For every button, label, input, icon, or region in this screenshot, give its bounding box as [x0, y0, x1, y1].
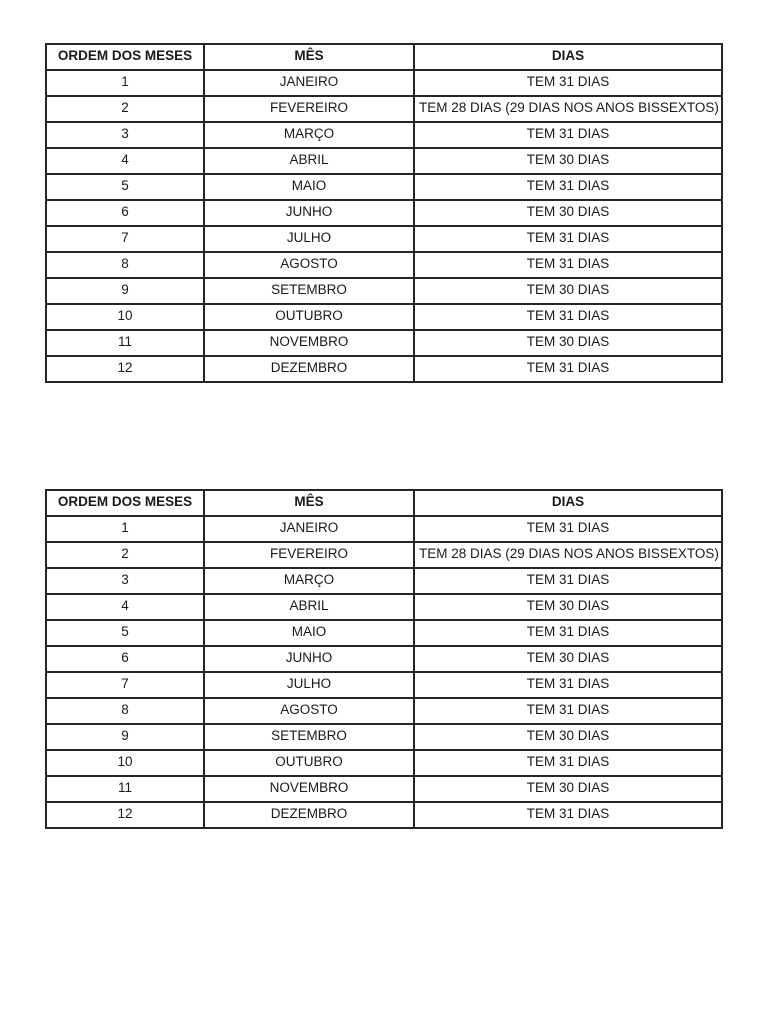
table-cell: TEM 31 DIAS	[414, 252, 722, 278]
table-row	[46, 356, 722, 382]
table-cell: TEM 31 DIAS	[414, 568, 722, 594]
table-row	[46, 252, 722, 278]
table-cell: SETEMBRO	[204, 278, 414, 304]
table-cell: TEM 28 DIAS (29 DIAS NOS ANOS BISSEXTOS)	[414, 96, 722, 122]
column-header: DIAS	[414, 44, 722, 70]
table-cell: 10	[46, 304, 204, 330]
table-cell: 7	[46, 672, 204, 698]
table-cell: 10	[46, 750, 204, 776]
table-row	[46, 278, 722, 304]
table-cell: 9	[46, 278, 204, 304]
table-cell: TEM 30 DIAS	[414, 330, 722, 356]
table-row	[46, 174, 722, 200]
header-row	[46, 44, 722, 70]
table-cell: DEZEMBRO	[204, 356, 414, 382]
table-cell: 3	[46, 122, 204, 148]
table-cell: TEM 30 DIAS	[414, 148, 722, 174]
table-cell: MARÇO	[204, 568, 414, 594]
table-row	[46, 70, 722, 96]
table-row	[46, 568, 722, 594]
table-cell: OUTUBRO	[204, 750, 414, 776]
table-cell: JANEIRO	[204, 70, 414, 96]
table-cell: FEVEREIRO	[204, 542, 414, 568]
months-table-bottom	[45, 489, 723, 829]
table-row	[46, 802, 722, 828]
table-cell: 8	[46, 698, 204, 724]
table-row	[46, 200, 722, 226]
table-cell: 12	[46, 802, 204, 828]
table-cell: TEM 30 DIAS	[414, 200, 722, 226]
table-row	[46, 304, 722, 330]
table-cell: TEM 31 DIAS	[414, 516, 722, 542]
table-cell: 7	[46, 226, 204, 252]
table-row	[46, 542, 722, 568]
table-cell: FEVEREIRO	[204, 96, 414, 122]
header-row	[46, 490, 722, 516]
table-cell: MAIO	[204, 174, 414, 200]
table-cell: 11	[46, 776, 204, 802]
table-cell: TEM 30 DIAS	[414, 776, 722, 802]
table-row	[46, 96, 722, 122]
table-cell: 9	[46, 724, 204, 750]
table-row	[46, 620, 722, 646]
table-cell: 4	[46, 594, 204, 620]
table-cell: ABRIL	[204, 148, 414, 174]
table-cell: 1	[46, 70, 204, 96]
table-cell: 6	[46, 646, 204, 672]
table-cell: TEM 31 DIAS	[414, 672, 722, 698]
table-cell: ABRIL	[204, 594, 414, 620]
table-cell: TEM 31 DIAS	[414, 174, 722, 200]
table-row	[46, 646, 722, 672]
table-row	[46, 594, 722, 620]
table-cell: 5	[46, 620, 204, 646]
table-cell: DEZEMBRO	[204, 802, 414, 828]
table-cell: SETEMBRO	[204, 724, 414, 750]
table-cell: MAIO	[204, 620, 414, 646]
table-row	[46, 750, 722, 776]
table-cell: MARÇO	[204, 122, 414, 148]
table-cell: AGOSTO	[204, 252, 414, 278]
table-cell: TEM 31 DIAS	[414, 802, 722, 828]
table-cell: TEM 30 DIAS	[414, 646, 722, 672]
table-cell: JULHO	[204, 672, 414, 698]
table-cell: 2	[46, 96, 204, 122]
table-cell: 5	[46, 174, 204, 200]
table-cell: JULHO	[204, 226, 414, 252]
table-cell: TEM 31 DIAS	[414, 698, 722, 724]
table-row	[46, 516, 722, 542]
table-cell: 2	[46, 542, 204, 568]
table-cell: TEM 31 DIAS	[414, 122, 722, 148]
table-cell: 3	[46, 568, 204, 594]
table-row	[46, 672, 722, 698]
table-cell: NOVEMBRO	[204, 330, 414, 356]
table-cell: TEM 30 DIAS	[414, 724, 722, 750]
table-cell: TEM 31 DIAS	[414, 620, 722, 646]
table-cell: 11	[46, 330, 204, 356]
table-cell: TEM 31 DIAS	[414, 226, 722, 252]
table-row	[46, 724, 722, 750]
table-cell: 1	[46, 516, 204, 542]
table-cell: TEM 30 DIAS	[414, 594, 722, 620]
table-cell: JANEIRO	[204, 516, 414, 542]
table-row	[46, 122, 722, 148]
table-cell: TEM 31 DIAS	[414, 304, 722, 330]
table-cell: JUNHO	[204, 200, 414, 226]
table-cell: 12	[46, 356, 204, 382]
table-cell: TEM 31 DIAS	[414, 356, 722, 382]
table-cell: TEM 31 DIAS	[414, 750, 722, 776]
months-table-top	[45, 43, 723, 383]
column-header: ORDEM DOS MESES	[46, 44, 204, 70]
table-row	[46, 776, 722, 802]
table-row	[46, 330, 722, 356]
table-row	[46, 698, 722, 724]
table-cell: 6	[46, 200, 204, 226]
table-row	[46, 148, 722, 174]
table-cell: 8	[46, 252, 204, 278]
table-cell: OUTUBRO	[204, 304, 414, 330]
table-cell: 4	[46, 148, 204, 174]
column-header: MÊS	[204, 490, 414, 516]
column-header: MÊS	[204, 44, 414, 70]
column-header: ORDEM DOS MESES	[46, 490, 204, 516]
column-header: DIAS	[414, 490, 722, 516]
table-cell: NOVEMBRO	[204, 776, 414, 802]
table-row	[46, 226, 722, 252]
table-cell: AGOSTO	[204, 698, 414, 724]
table-cell: JUNHO	[204, 646, 414, 672]
table-cell: TEM 30 DIAS	[414, 278, 722, 304]
table-cell: TEM 31 DIAS	[414, 70, 722, 96]
table-cell: TEM 28 DIAS (29 DIAS NOS ANOS BISSEXTOS)	[414, 542, 722, 568]
